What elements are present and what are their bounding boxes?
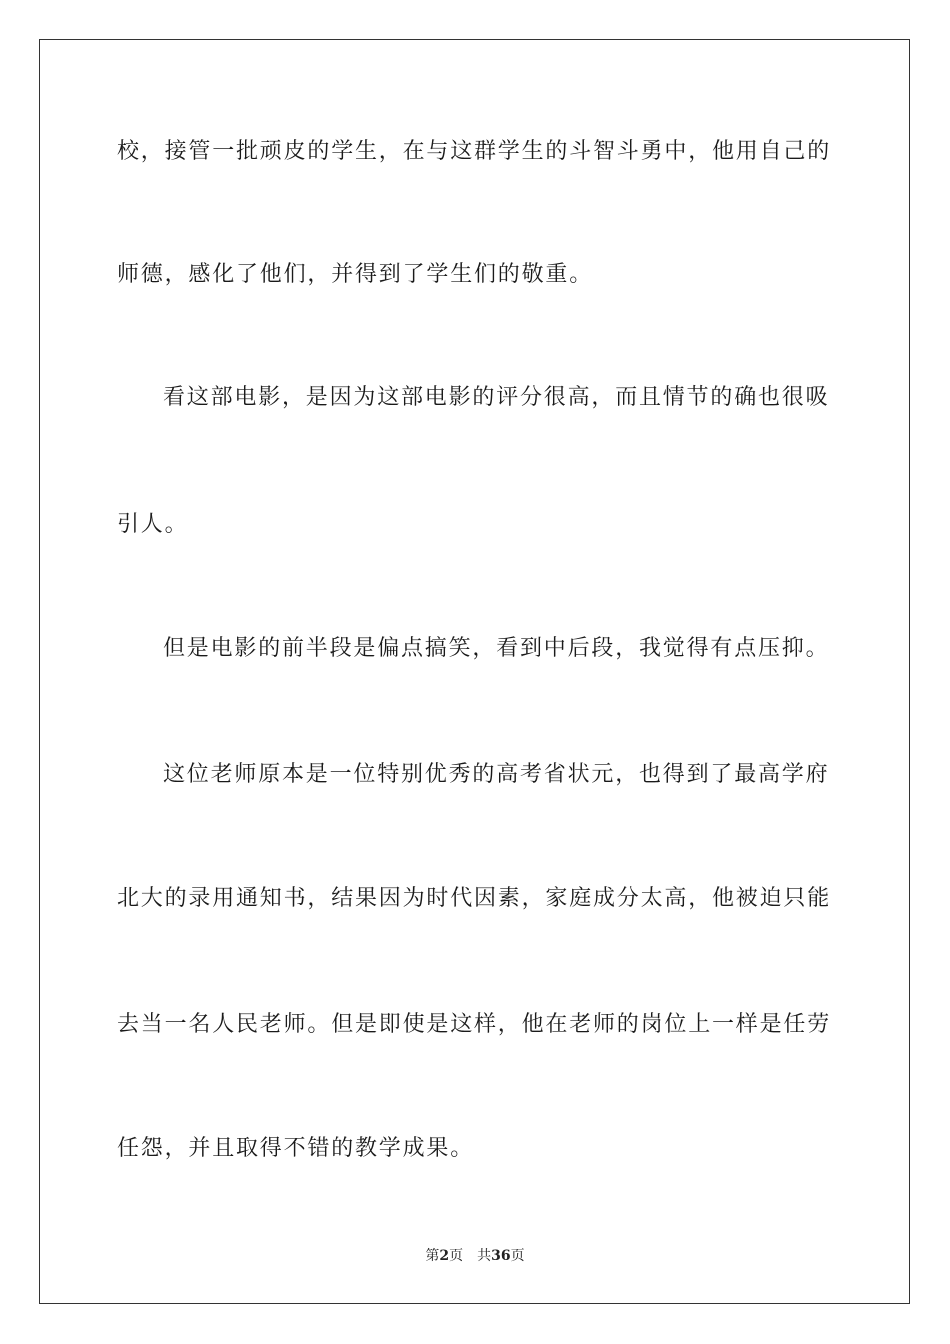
page-number: 2 — [439, 1248, 450, 1264]
text-line: 引人。 — [117, 512, 189, 537]
paragraph-first-line: 看这部电影，是因为这部电影的评分很高，而且情节的确也很吸 — [163, 385, 830, 410]
page-suffix: 页 — [449, 1248, 464, 1264]
total-pages: 36 — [491, 1248, 511, 1264]
text-line: 校，接管一批顽皮的学生，在与这群学生的斗智斗勇中，他用自己的 — [117, 139, 832, 164]
text-line: 任怨，并且取得不错的教学成果。 — [117, 1136, 475, 1161]
text-line: 师德，感化了他们，并得到了学生们的敬重。 — [117, 262, 594, 287]
page-prefix: 第 — [425, 1248, 440, 1264]
text-line: 北大的录用通知书，结果因为时代因素，家庭成分太高，他被迫只能 — [117, 886, 832, 911]
total-prefix: 共 — [477, 1248, 492, 1264]
paragraph-first-line: 这位老师原本是一位特别优秀的高考省状元，也得到了最高学府 — [163, 762, 830, 787]
page-border — [39, 39, 910, 1304]
text-line: 去当一名人民老师。但是即使是这样，他在老师的岗位上一样是任劳 — [117, 1012, 832, 1037]
paragraph-first-line: 但是电影的前半段是偏点搞笑，看到中后段，我觉得有点压抑。 — [163, 636, 830, 661]
page-footer — [0, 1246, 950, 1266]
total-suffix: 页 — [510, 1248, 525, 1264]
